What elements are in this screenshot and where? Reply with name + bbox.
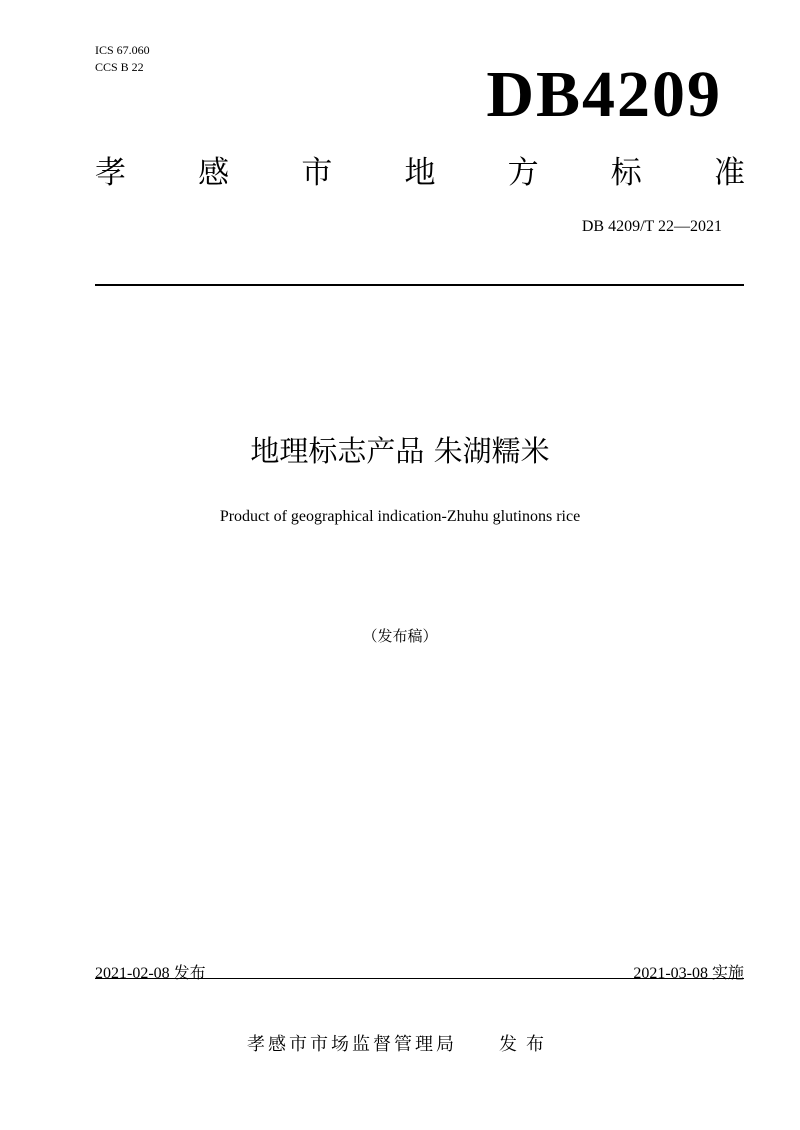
standard-type-char: 感 bbox=[198, 155, 230, 191]
publish-action: 发布 bbox=[499, 1034, 553, 1055]
standard-type-char: 方 bbox=[507, 155, 539, 191]
standard-type-char: 地 bbox=[404, 155, 436, 191]
implementation-date: 2021-03-08 实施 bbox=[633, 965, 744, 982]
publisher-name: 孝感市市场监督管理局 bbox=[247, 1034, 457, 1055]
standard-type-char: 准 bbox=[713, 155, 745, 191]
draft-note: （发布稿） bbox=[362, 627, 438, 645]
footer-divider bbox=[95, 978, 744, 979]
standard-code: DB4209 bbox=[486, 58, 722, 131]
ics-code: ICS 67.060 bbox=[95, 43, 150, 57]
standard-type-heading bbox=[95, 155, 745, 191]
english-title: Product of geographical indication-Zhuhu glutinons rice bbox=[219, 508, 581, 525]
standard-number: DB 4209/T 22—2021 bbox=[581, 218, 722, 235]
publisher-line bbox=[0, 1030, 800, 1056]
standard-type-char: 市 bbox=[301, 155, 333, 191]
issue-date: 2021-02-08 发布 bbox=[95, 965, 206, 982]
standard-type-char: 孝 bbox=[95, 155, 126, 191]
standard-type-char: 标 bbox=[610, 155, 642, 191]
classification-block bbox=[95, 42, 150, 76]
ccs-code: CCS B 22 bbox=[95, 60, 144, 74]
header-divider bbox=[95, 284, 744, 286]
chinese-title: 地理标志产品 朱湖糯米 bbox=[250, 434, 550, 468]
